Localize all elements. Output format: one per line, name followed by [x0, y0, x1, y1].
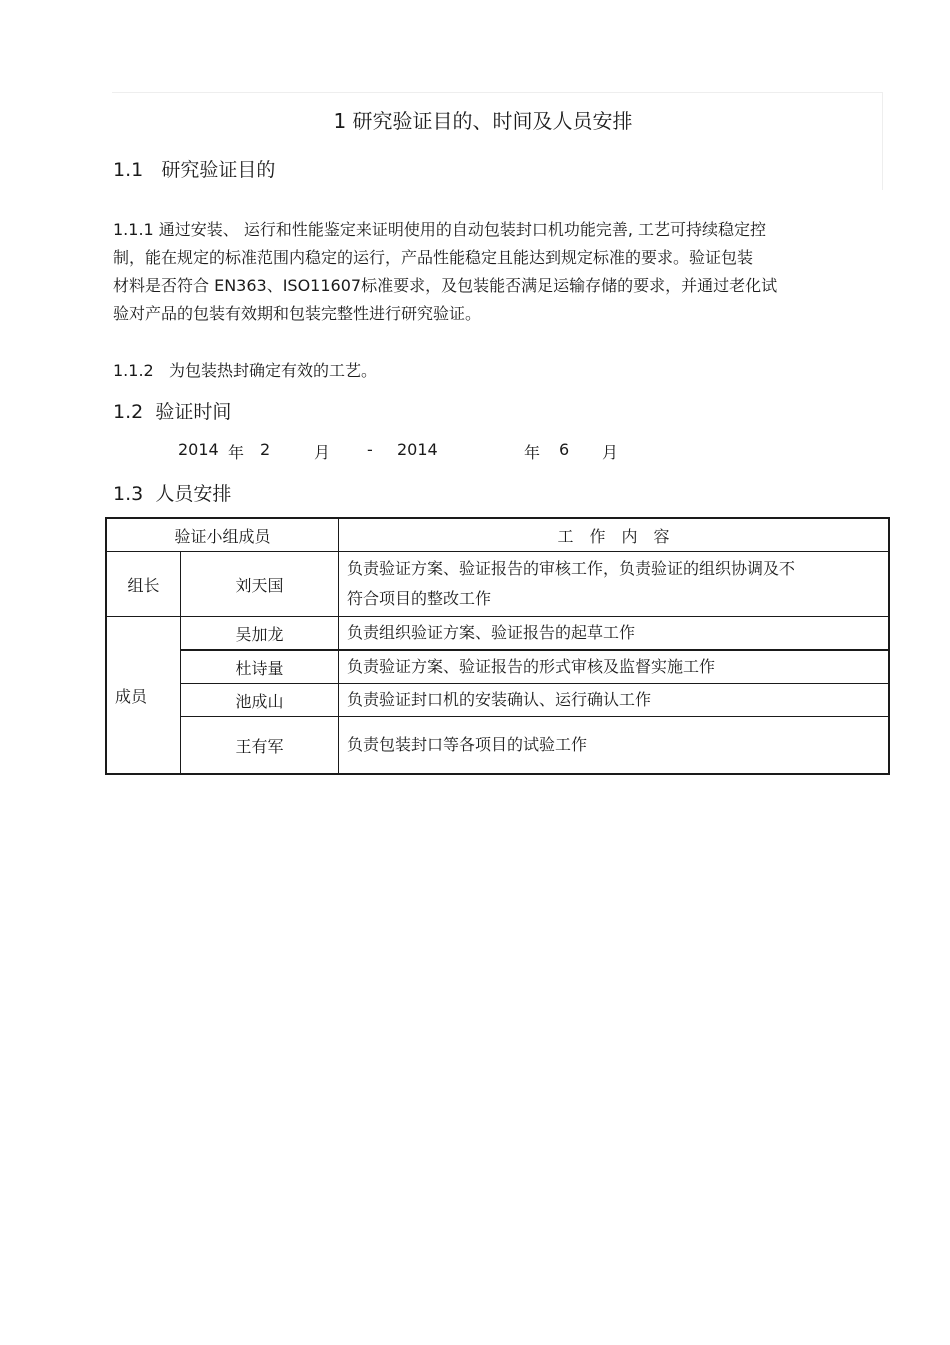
section-title: 研究验证目的 — [161, 159, 276, 181]
header-group: 验证小组成员 — [106, 518, 339, 552]
end-month: 6 — [559, 440, 570, 459]
task-cell: 负责包装封口等各项目的试验工作 — [339, 717, 890, 775]
name-cell: 杜诗量 — [181, 650, 339, 684]
header-content: 工 作 内 容 — [339, 518, 890, 552]
month-char: 月 — [314, 443, 331, 462]
name-cell: 吴加龙 — [181, 617, 339, 651]
table-row — [106, 552, 889, 617]
role-cell-leader: 组长 — [106, 552, 181, 617]
section-heading-1-1 — [113, 155, 275, 182]
staff-table — [105, 517, 890, 775]
task-line: 负责验证方案、验证报告的审核工作，负责验证的组织协调及不 — [347, 559, 796, 578]
paragraph-line: 制，能在规定的标准范围内稳定的运行，产品性能稳定且能达到规定标准的要求。验证包装 — [113, 248, 754, 267]
section-title: 人员安排 — [155, 483, 232, 505]
section-heading-1-2 — [113, 397, 231, 424]
date-dash: - — [367, 440, 373, 459]
role-cell-members: 成员 — [106, 617, 181, 775]
section-number: 1.1 — [113, 159, 144, 181]
name-cell: 刘天国 — [181, 552, 339, 617]
table-row — [106, 650, 889, 684]
table-row — [106, 717, 889, 775]
end-year-char: 年 — [524, 443, 541, 462]
start-year: 2014 — [178, 440, 219, 459]
paragraph-text: 为包装热封确定有效的工艺。 — [168, 361, 377, 380]
year-char: 年 — [228, 443, 245, 462]
table-header-row — [106, 518, 889, 552]
end-month-char: 月 — [602, 443, 619, 462]
section-number: 1.3 — [113, 483, 144, 505]
paragraph-line: 1.1.1 通过安装、 运行和性能鉴定来证明使用的自动包装封口机功能完善, 工艺可持续稳定控 — [113, 220, 767, 239]
paragraph-1-1-2 — [113, 358, 377, 381]
section-number: 1.2 — [113, 401, 144, 423]
section-heading-1-3 — [113, 479, 231, 506]
task-cell: 负责组织验证方案、验证报告的起草工作 — [339, 617, 890, 651]
header-rule — [112, 92, 882, 93]
paragraph-line: 验对产品的包装有效期和包装完整性进行研究验证。 — [113, 304, 482, 323]
name-cell: 池成山 — [181, 684, 339, 717]
task-cell: 负责验证方案、验证报告的形式审核及监督实施工作 — [339, 650, 890, 684]
paragraph-line: 材料是否符合 EN363、ISO11607标准要求，及包装能否满足运输存储的要求，并通过老化试 — [113, 276, 778, 295]
table-row — [106, 684, 889, 717]
section-title: 验证时间 — [155, 401, 232, 423]
task-cell — [339, 552, 890, 617]
task-cell: 负责验证封口机的安装确认、运行确认工作 — [339, 684, 890, 717]
end-year: 2014 — [397, 440, 438, 459]
start-month: 2 — [260, 440, 271, 459]
name-cell: 王有军 — [181, 717, 339, 775]
paragraph-1-1-1 — [113, 216, 878, 328]
table-row — [106, 617, 889, 651]
paragraph-number: 1.1.2 — [113, 361, 154, 380]
task-line: 符合项目的整改工作 — [347, 589, 492, 608]
page-title: 1 研究验证目的、时间及人员安排 — [333, 109, 633, 133]
